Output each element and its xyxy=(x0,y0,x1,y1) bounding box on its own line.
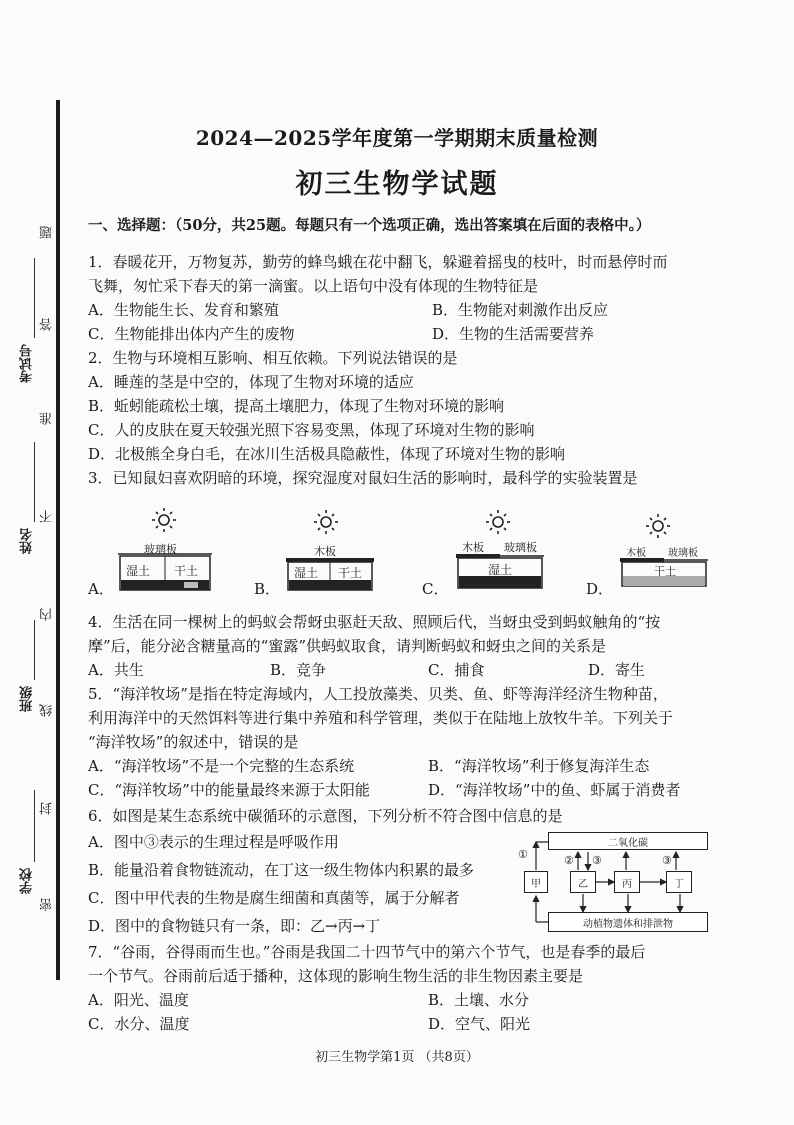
q1-line2: 飞舞，匆忙采下春天的第一滴蜜。以上语句中没有体现的生物特征是 xyxy=(88,277,539,295)
apparatus-left-label: 湿土 xyxy=(126,564,151,578)
q4-line1: 4．生活在同一棵树上的蚂蚁会帮蚜虫驱赶天敌、照顾后代，当蚜虫受到蚂蚁触角的“按 xyxy=(88,613,661,631)
q2-option-b: B．蚯蚓能疏松土壤，提高土壤肥力，体现了生物对环境的影响 xyxy=(88,397,505,415)
apparatus-top-label: 玻璃板 xyxy=(668,548,698,559)
apparatus-letter: C． xyxy=(422,580,449,598)
label-3: ③ xyxy=(592,854,602,867)
apparatus-right-label: 干土 xyxy=(338,566,363,580)
q1-option-d: D．生物的生活需要营养 xyxy=(432,325,595,343)
q6-option-a: A．图中③表示的生理过程是呼吸作用 xyxy=(88,833,339,851)
seal-char: 答 xyxy=(40,318,55,331)
q2-option-c: C．人的皮肤在夏天较强光照下容易变黑，体现了环境对生物的影响 xyxy=(88,421,535,439)
apparatus-mid-label: 干土 xyxy=(654,565,676,578)
exam-subtitle: 初三生物学试题 xyxy=(295,169,499,200)
q5-line2: 利用海洋中的天然饵料等进行集中养殖和科学管理，类似于在陆地上放牧牛羊。下列关于 xyxy=(88,709,674,727)
page-footer: 初三生物学第1页 （共8页） xyxy=(315,1050,479,1065)
field-exam-number: 考试号 xyxy=(20,344,35,383)
q7-option-a: A．阳光、温度 xyxy=(88,991,189,1009)
q5-line1: 5．“海洋牧场”是指在特定海域内，人工投放藻类、贝类、鱼、虾等海洋经济生物种苗， xyxy=(88,685,668,703)
node-jia: 甲 xyxy=(524,871,548,893)
q1-line1: 1．春暖花开，万物复苏，勤劳的蜂鸟蛾在花中翻飞，躲避着摇曳的枝叶，时而悬停时而 xyxy=(88,253,668,271)
q2-option-a: A．睡莲的茎是中空的，体现了生物对环境的适应 xyxy=(88,373,414,391)
q2-line1: 2．生物与环境相互影响、相互依赖。下列说法错误的是 xyxy=(88,349,458,367)
apparatus-letter: D． xyxy=(586,580,614,598)
q6-line1: 6．如图是某生态系统中碳循环的示意图，下列分析不符合图中信息的是 xyxy=(88,807,563,825)
seal-char: 准 xyxy=(40,412,55,425)
q1-option-c: C．生物能排出体内产生的废物 xyxy=(88,325,295,343)
q6-option-c: C．图中甲代表的生物是腐生细菌和真菌等，属于分解者 xyxy=(88,889,460,907)
carbon-cycle-diagram xyxy=(518,830,718,934)
q7-line2: 一个节气。谷雨前后适于播种，这体现的影响生物生活的非生物因素主要是 xyxy=(88,967,584,985)
label-2: ② xyxy=(564,854,574,867)
apparatus-top-label: 木板 xyxy=(314,545,336,558)
field-school: 学校 xyxy=(20,868,35,894)
apparatus-letter: B． xyxy=(254,580,281,598)
label-1: ① xyxy=(518,848,528,861)
node-co2: 二氧化碳 xyxy=(548,832,708,850)
seal-char: 题 xyxy=(40,226,55,239)
seal-char: 密 xyxy=(40,898,55,911)
seal-char: 线 xyxy=(40,704,55,717)
q7-option-c: C．水分、温度 xyxy=(88,1015,190,1033)
exam-title: 2024—2025学年度第一学期期末质量检测 xyxy=(195,126,599,150)
apparatus-mid-label: 湿土 xyxy=(488,563,513,577)
node-bing: 丙 xyxy=(614,871,640,893)
field-rule xyxy=(34,790,35,862)
seal-char: 封 xyxy=(40,802,55,815)
field-rule xyxy=(34,620,35,680)
q5-option-a: A．“海洋牧场”不是一个完整的生态系统 xyxy=(88,757,355,775)
node-yi: 乙 xyxy=(570,871,596,893)
q4-option-c: C．捕食 xyxy=(428,661,485,679)
q4-option-d: D．寄生 xyxy=(588,661,646,679)
q2-option-d: D．北极熊全身白毛，在冰川生活极具隐蔽性，体现了环境对生物的影响 xyxy=(88,445,566,463)
apparatus-top-label: 玻璃板 xyxy=(144,543,177,556)
apparatus-right-label: 干土 xyxy=(174,564,199,578)
q6-option-d: D．图中的食物链只有一条，即：乙→丙→丁 xyxy=(88,917,381,935)
q4-line2: 摩”后，能分泌含糖量高的“蜜露”供蚂蚁取食，请判断蚂蚁和蚜虫之间的关系是 xyxy=(88,637,607,655)
label-3b: ③ xyxy=(662,854,672,867)
seal-char: 不 xyxy=(40,510,55,523)
q5-line3: “海洋牧场”的叙述中，错误的是 xyxy=(88,733,299,751)
apparatus-a xyxy=(88,506,228,606)
q4-option-b: B．竞争 xyxy=(270,661,327,679)
q4-option-a: A．共生 xyxy=(88,661,144,679)
field-rule xyxy=(34,442,35,522)
field-name: 姓名 xyxy=(20,528,35,554)
q7-option-b: B．土壤、水分 xyxy=(428,991,530,1009)
section-heading: 一、选择题：（50分，共25题。每题只有一个选项正确，选出答案填在后面的表格中。） xyxy=(88,217,651,234)
apparatus-top-label: 玻璃板 xyxy=(504,541,537,554)
apparatus-c xyxy=(422,506,572,606)
node-ding: 丁 xyxy=(666,871,692,893)
apparatus-top-label: 木板 xyxy=(626,548,646,559)
apparatus-d xyxy=(586,510,736,606)
field-class: 班级 xyxy=(20,686,35,712)
q5-option-c: C．“海洋牧场”中的能量最终来源于太阳能 xyxy=(88,781,370,799)
q7-line1: 7．“谷雨，谷得雨而生也。”谷雨是我国二十四节气中的第六个节气，也是春季的最后 xyxy=(88,943,646,961)
q6-option-b: B．能量沿着食物链流动，在丁这一级生物体内积累的最多 xyxy=(88,861,475,879)
q5-option-b: B．“海洋牧场”利于修复海洋生态 xyxy=(428,757,650,775)
field-rule xyxy=(34,258,35,338)
apparatus-left-label: 湿土 xyxy=(294,566,319,580)
seal-char: 内 xyxy=(40,608,55,621)
apparatus-b xyxy=(254,506,394,606)
q7-option-d: D．空气、阳光 xyxy=(428,1015,531,1033)
q1-option-a: A．生物能生长、发育和繁殖 xyxy=(88,301,279,319)
q1-option-b: B．生物能对刺激作出反应 xyxy=(432,301,609,319)
node-remains: 动植物遗体和排泄物 xyxy=(548,912,708,932)
q5-option-d: D．“海洋牧场”中的鱼、虾属于消费者 xyxy=(428,781,681,799)
apparatus-letter: A． xyxy=(88,580,114,598)
q3-line1: 3．已知鼠妇喜欢阴暗的环境，探究湿度对鼠妇生活的影响时，最科学的实验装置是 xyxy=(88,469,638,487)
apparatus-top-label: 木板 xyxy=(462,541,484,554)
